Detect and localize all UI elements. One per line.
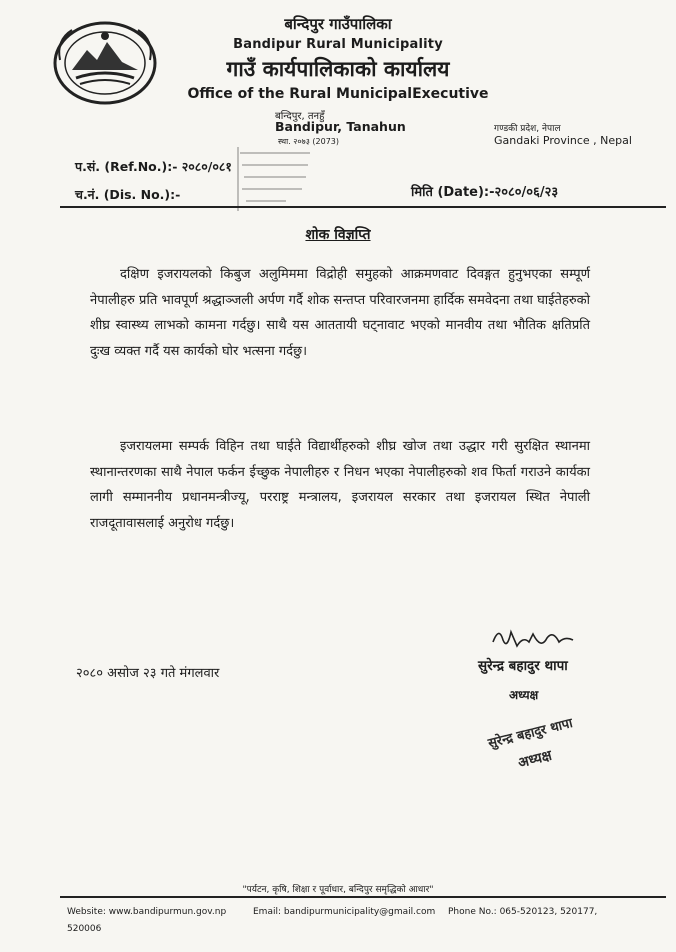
reference-number: प.सं. (Ref.No.):- २०८०/०८१ <box>75 159 232 174</box>
stamp-title: अध्यक्ष <box>516 747 554 772</box>
province-english: Gandaki Province , Nepal <box>494 134 632 147</box>
address-nepali: बन्दिपुर, तनहुँ <box>275 111 325 122</box>
footer-phone-continued: 520006 <box>67 924 102 934</box>
closing-date: २०८० असोज २३ गते मंगलवार <box>76 666 220 681</box>
name-stamp <box>478 688 628 772</box>
footer-email: Email: bandipurmunicipality@gmail.com <box>253 907 436 917</box>
stamp-name: सुरेन्द्र बहादुर थापा <box>486 716 575 752</box>
municipality-name-english: Bandipur Rural Municipality <box>233 37 443 52</box>
dispatch-stamp <box>234 143 319 215</box>
body-paragraph-1-text: दक्षिण इजरायलको किबुज अलुमिममा विद्रोही समुहको आक्रमणवाट दिवङ्गत हुनुभएका सम्पूर्ण नेपालीहरु प्रति भावपूर्ण श्रद्धाञ्जली अर्पण गर्दै शोक सन्तप्त परिवारजनमा हार्दिक समवेदना तथा घाईतेहरुको शीघ्र स्वास्थ्य लाभको कामना गर्दछु। साथै यस आततायी घट्नावाट भएको मानवीय तथा भौतिक क्षतिप्रति दुःख व्यक्त गर्दै यस कार्यको घोर भत्सना गर्दछु। <box>90 267 590 359</box>
footer-phone: Phone No.: 065-520123, 520177, <box>448 907 598 917</box>
header-divider <box>60 206 666 208</box>
body-paragraph-2 <box>90 434 590 536</box>
footer-divider <box>60 896 666 898</box>
office-name-english: Office of the Rural MunicipalExecutive <box>187 86 489 102</box>
signer-title: अध्यक्ष <box>509 688 539 702</box>
signer-name: सुरेन्द्र बहादुर थापा <box>478 658 568 674</box>
footer-website: Website: www.bandipurmun.gov.np <box>67 907 227 917</box>
body-paragraph-2-text: इजरायलमा सम्पर्क विहिन तथा घाईते विद्यार्थीहरुको शीघ्र खोज तथा उद्धार गरी सुरक्षित स्थानमा स्थानान्तरणका साथै नेपाल फर्कन ईच्छुक नेपालीहरु र निधन भएका नेपालीहरुको शव फिर्ता गराउने कार्यका लागी सम्माननीय प्रधानमन्त्रीज्यू, परराष्ट्र मन्त्रालय, इजरायल सरकार तथा इजरायल स्थित नेपाली राजदूतावासलाई अनुरोध गर्दछु। <box>90 439 590 531</box>
notice-title-text: शोक विज्ञप्ति <box>305 227 371 243</box>
office-name-nepali: गाउँ कार्यपालिकाको कार्यालय <box>226 57 450 81</box>
body-paragraph-1 <box>90 262 590 364</box>
municipality-name-nepali: बन्दिपुर गाउँपालिका <box>284 15 392 33</box>
province-nepali: गण्डकी प्रदेश, नेपाल <box>494 124 561 134</box>
document-date: मिति (Date):-२०८०/०६/२३ <box>411 185 559 200</box>
dispatch-number: च.नं. (Dis. No.):- <box>75 187 181 202</box>
notice-title <box>0 225 676 244</box>
established-year: स्था. २०७३ (2073) <box>278 137 340 146</box>
signature-scribble <box>485 622 595 650</box>
footer-motto: "पर्यटन, कृषि, शिक्षा र पूर्वाधार, बन्दिपुर समृद्धिको आधार" <box>242 885 434 895</box>
address-english: Bandipur, Tanahun <box>275 119 406 134</box>
